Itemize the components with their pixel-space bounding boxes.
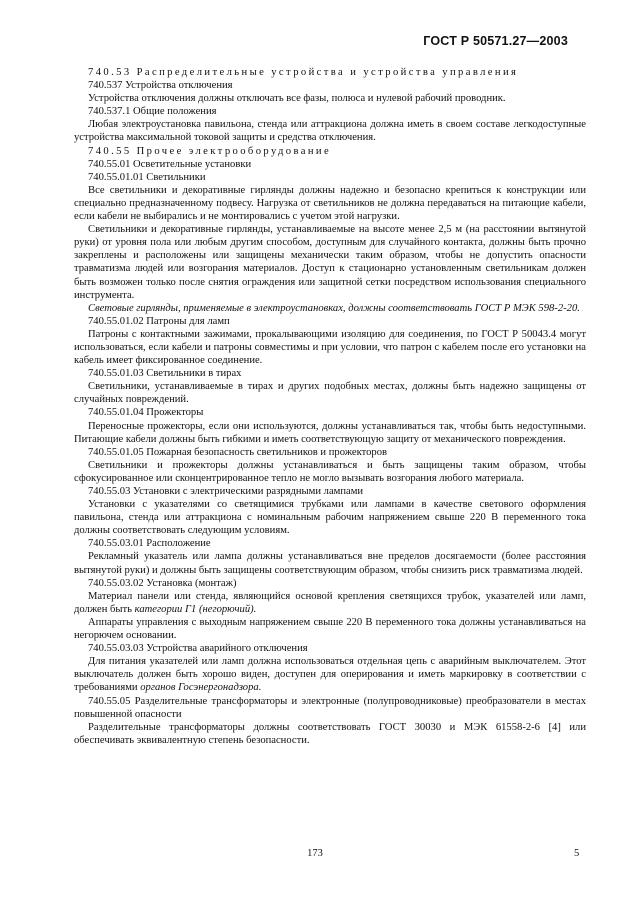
paragraph: Светильники и декоративные гирлянды, устанавливаемые на высоте менее 2,5 м (на расстоянии вытянутой руки) от уровня пола или любым другим способом, доступным для случайного контакта, должны быть прочно закреплены и расположены или защищены механически таким образом, чтобы не допустить опасности травматизма людей или возгорания материалов. Доступ к стационарно установленным светильникам должен быть возможен только после снятия ограждения или защитной сетки посредством использования специального инструмента. bbox=[74, 224, 586, 301]
subsection-heading: 740.55.01.04 Прожекторы bbox=[88, 407, 204, 419]
document-body bbox=[74, 66, 586, 747]
paragraph-emphasis: категории Г1 (негорючий). bbox=[134, 603, 257, 615]
paragraph: Устройства отключения должны отключать все фазы, полюса и нулевой рабочий проводник. bbox=[88, 93, 506, 105]
subsection-heading: 740.537.1 Общие положения bbox=[88, 106, 217, 118]
document-header: ГОСТ Р 50571.27—2003 bbox=[423, 34, 568, 48]
subsection-heading: 740.55.03 Установки с электрическими разрядными лампами bbox=[88, 486, 364, 497]
subsection-heading: 740.55.01.05 Пожарная безопасность светильников и прожекторов bbox=[88, 446, 388, 458]
section-heading-740-55: 740.55 Прочее электрооборудование bbox=[88, 145, 332, 157]
subsection-heading: 740.55.03.02 Установка (монтаж) bbox=[88, 577, 237, 589]
paragraph: Светильники, устанавливаемые в тирах и других подобных местах, должны быть надежно защищены от случайных повреждений. bbox=[74, 381, 586, 406]
sheet-number: 5 bbox=[574, 848, 580, 859]
subsection-heading: 740.55.03.01 Расположение bbox=[88, 538, 211, 550]
paragraph: Любая электроустановка павильона, стенда или аттракциона должна иметь в своем составе легкодоступные устройства максимальной токовой защиты и средства отключения. bbox=[74, 119, 586, 144]
paragraph: Все светильники и декоративные гирлянды должны надежно и безопасно крепиться к конструкции или специально предназначенному подвесу. Нагрузка от светильников не должна передаваться на питающие кабели, если кабели не выбирались и не монтировались с учетом этой нагрузки. bbox=[74, 184, 586, 223]
paragraph-text: Материал панели или стенда, являющийся основой крепления светящихся трубок, указателей или ламп, должен быть bbox=[74, 590, 586, 615]
paragraph: Разделительные трансформаторы должны соответствовать ГОСТ 30030 и МЭК 61558-2-6 [4] или обеспечивать эквивалентную степень безопасности. bbox=[74, 721, 586, 746]
paragraph bbox=[74, 590, 586, 616]
paragraph: 740.55.05 Разделительные трансформаторы и электронные (полупроводниковые) преобразователи в местах повышенной опасности bbox=[74, 695, 586, 720]
subsection-heading: 740.55.01.03 Светильники в тирах bbox=[88, 368, 242, 380]
page-number: 173 bbox=[307, 848, 323, 859]
subsection-heading: 740.55.01.02 Патроны для ламп bbox=[88, 315, 230, 327]
paragraph-text: Для питания указателей или ламп должна использоваться отдельная цепь с аварийным выключателем. Этот выключатель должен быть хорошо виден, доступен для оперирования и иметь маркировку в соответствии с требованиями bbox=[74, 656, 586, 694]
paragraph: Светильники и прожекторы должны устанавливаться и быть защищены таким образом, чтобы сфокусированное или сконцентрированное тепло не могло вызывать возгорания любого материала. bbox=[74, 459, 586, 484]
paragraph: Патроны с контактными зажимами, прокалывающими изоляцию для соединения, по ГОСТ Р 50043.4 могут использоваться, если кабели и патроны совместимы и при условии, что патрон с кабелем после его установки на кабель имеет фиксированное соединение. bbox=[74, 328, 586, 367]
paragraph bbox=[74, 655, 586, 694]
paragraph: Переносные прожекторы, если они используются, должны устанавливаться так, чтобы быть недоступными. Питающие кабели должны быть гибкими и иметь соответствующую защиту от механического повреждения. bbox=[74, 420, 586, 445]
paragraph: Установки с указателями со светящимися трубками или лампами в качестве светового оформления павильона, стенда или аттракциона с номинальным рабочим напряжением свыше 220 В переменного тока должны соответствовать следующим условиям. bbox=[74, 499, 586, 537]
paragraph: Рекламный указатель или лампа должны устанавливаться вне пределов досягаемости (более расстояния вытянутой руки) и должны быть защищены соответствующим образом, чтобы снизить риск травматизма людей. bbox=[74, 551, 586, 576]
paragraph: Аппараты управления с выходным напряжением свыше 220 В переменного тока должны устанавливаться на негорючем основании. bbox=[74, 616, 586, 642]
section-heading-740-53: 740.53 Распределительные устройства и устройства управления bbox=[88, 67, 519, 78]
subsection-heading: 740.55.01 Осветительные установки bbox=[88, 158, 252, 170]
subsection-heading: 740.537 Устройства отключения bbox=[88, 80, 233, 92]
italic-paragraph: Световые гирлянды, применяемые в электроустановках, должны соответствовать ГОСТ Р МЭК 598-2-20. bbox=[88, 302, 580, 314]
subsection-heading: 740.55.01.01 Светильники bbox=[88, 171, 206, 183]
subsection-heading: 740.55.03.03 Устройства аварийного отключения bbox=[88, 643, 308, 655]
paragraph-emphasis: органов Госэнергонадзора. bbox=[140, 682, 262, 694]
